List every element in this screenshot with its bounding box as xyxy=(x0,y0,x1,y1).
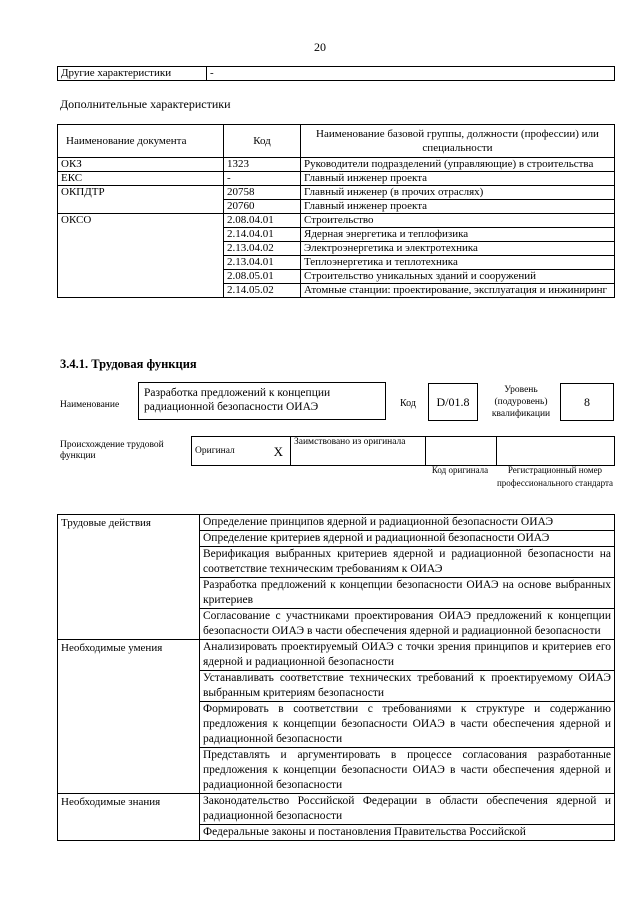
detail-row xyxy=(58,794,615,825)
other-characteristics-label: Другие характеристики xyxy=(58,67,207,81)
qualification-level-box xyxy=(560,383,614,421)
section-title: Трудовые действия xyxy=(58,515,200,640)
occupation-name: Электроэнергетика и электротехника xyxy=(301,242,615,256)
section-title: Необходимые знания xyxy=(58,794,200,841)
other-characteristics-value: - xyxy=(207,67,615,81)
origin-borrowed-cell xyxy=(291,437,426,466)
detail-item: Формировать в соответствии с требованиями к структуре и содержанию предложения к концепции безопасности ОИАЭ в части обеспечения ядерной и радиационной безопасности xyxy=(200,702,615,748)
detail-item: Представлять и аргументировать в процессе согласования разработанные предложения к концепции безопасности ОИАЭ в части обеспечения ядерной и радиационной безопасности xyxy=(200,748,615,794)
code-cell: 2.13.04.01 xyxy=(224,256,301,270)
occupation-name: Главный инженер проекта xyxy=(301,200,615,214)
page-number: 20 xyxy=(314,40,326,54)
function-code-value: D/01.8 xyxy=(436,395,470,409)
code-cell: - xyxy=(224,172,301,186)
code-cell: 2.08.04.01 xyxy=(224,214,301,228)
column-header: Наименование документа xyxy=(58,125,224,158)
detail-item: Федеральные законы и постановления Правительства Российской xyxy=(200,825,615,841)
detail-item: Разработка предложений к концепции безопасности ОИАЭ на основе выбранных критериев xyxy=(200,578,615,609)
section-title: Необходимые умения xyxy=(58,640,200,794)
occupation-name: Главный инженер проекта xyxy=(301,172,615,186)
function-name-box xyxy=(138,382,386,420)
origin-original-cell xyxy=(192,437,291,466)
function-code-box xyxy=(428,383,478,421)
occupation-name: Теплоэнергетика и теплотехника xyxy=(301,256,615,270)
table-header-row xyxy=(58,125,615,158)
occupation-name: Главный инженер (в прочих отраслях) xyxy=(301,186,615,200)
other-characteristics-table xyxy=(57,66,615,81)
detail-item: Определение критериев ядерной и радиационной безопасности ОИАЭ xyxy=(200,531,615,547)
detail-item: Верификация выбранных критериев ядерной и радиационной безопасности на соответствие техническим требованиям к ОИАЭ xyxy=(200,547,615,578)
additional-characteristics-table xyxy=(57,124,615,298)
origin-mark: X xyxy=(273,443,283,459)
occupation-name: Строительство уникальных зданий и сооружений xyxy=(301,270,615,284)
detail-item: Анализировать проектируемый ОИАЭ с точки зрения принципов и критериев его ядерной и радиационной безопасности xyxy=(200,640,615,671)
code-cell: 2.14.05.02 xyxy=(224,284,301,298)
table-row xyxy=(58,158,615,172)
document-name: ОКПДТР xyxy=(58,186,224,214)
detail-item: Устанавливать соответствие технических требований к проектируемому ОИАЭ выбранным критериям безопасности xyxy=(200,671,615,702)
detail-row xyxy=(58,640,615,671)
additional-characteristics-heading: Дополнительные характеристики xyxy=(60,97,231,111)
table-row xyxy=(58,214,615,228)
detail-row xyxy=(58,515,615,531)
origin-original-label: Оригинал xyxy=(195,445,235,456)
function-name-label: Наименование xyxy=(60,400,120,410)
code-cell: 2.13.04.02 xyxy=(224,242,301,256)
occupation-name: Атомные станции: проектирование, эксплуатация и инжиниринг xyxy=(301,284,615,298)
table-row xyxy=(58,172,615,186)
code-cell: 2.14.04.01 xyxy=(224,228,301,242)
code-cell: 2.08.05.01 xyxy=(224,270,301,284)
origin-reg-caption: Регистрационный номер профессионального стандарта xyxy=(496,465,614,488)
details-table xyxy=(57,514,615,841)
origin-label: Происхождение трудовой функции xyxy=(60,440,164,461)
origin-code-cell xyxy=(426,437,497,466)
origin-reg-cell xyxy=(497,437,615,466)
function-name-value: Разработка предложений к концепции радиационной безопасности ОИАЭ xyxy=(144,387,331,413)
table-row xyxy=(58,186,615,200)
detail-item: Определение принципов ядерной и радиационной безопасности ОИАЭ xyxy=(200,515,615,531)
code-cell: 1323 xyxy=(224,158,301,172)
function-code-label: Код xyxy=(400,398,416,409)
detail-item: Законодательство Российской Федерации в области обеспечения ядерной и радиационной безопасности xyxy=(200,794,615,825)
code-cell: 20760 xyxy=(224,200,301,214)
code-cell: 20758 xyxy=(224,186,301,200)
detail-item: Согласование с участниками проектирования ОИАЭ предложений к концепции безопасности ОИАЭ в части обеспечения ядерной и радиационной безопасности xyxy=(200,609,615,640)
column-header: Наименование базовой группы, должности (профессии) или специальности xyxy=(301,125,615,158)
origin-table xyxy=(191,436,615,466)
column-header: Код xyxy=(224,125,301,158)
document-name: ОКЗ xyxy=(58,158,224,172)
document-name: ОКСО xyxy=(58,214,224,298)
origin-code-caption: Код оригинала xyxy=(431,465,489,475)
occupation-name: Ядерная энергетика и теплофизика xyxy=(301,228,615,242)
document-name: ЕКС xyxy=(58,172,224,186)
qualification-level-value: 8 xyxy=(584,395,590,409)
section-heading: 3.4.1. Трудовая функция xyxy=(60,357,197,371)
qualification-level-label: Уровень (подуровень) квалификации xyxy=(491,385,551,419)
occupation-name: Строительство xyxy=(301,214,615,228)
origin-borrowed-label: Заимствовано из оригинала xyxy=(294,437,406,447)
occupation-name: Руководители подразделений (управляющие) в строительства xyxy=(301,158,615,172)
